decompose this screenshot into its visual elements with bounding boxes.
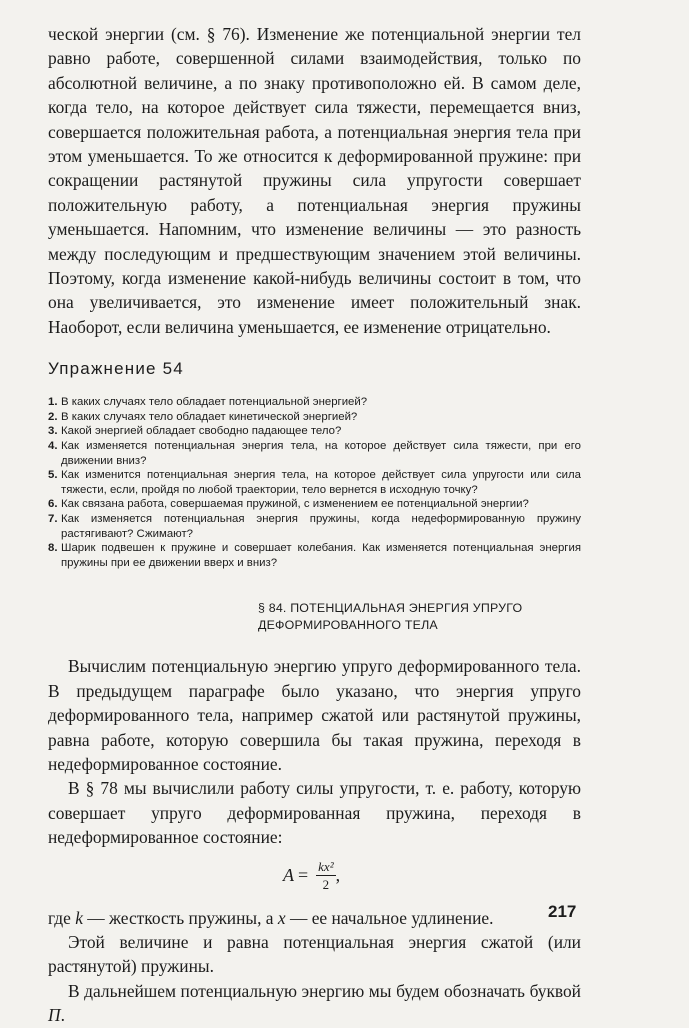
exercise-item xyxy=(48,512,581,541)
section-paragraph: Этой величине и равна потенциальная энергия сжатой (или растянутой) пружины. xyxy=(48,932,581,977)
section-title-line: § 84. ПОТЕНЦИАЛЬНАЯ ЭНЕРГИЯ УПРУГО xyxy=(258,601,523,616)
exercise-item xyxy=(48,439,581,468)
section-paragraph xyxy=(48,906,581,930)
exercise-text: Шарик подвешен к пружине и совершает колебания. Как изменяется потенциальная энергия пружины при ее движении вверх и вниз? xyxy=(61,542,581,569)
text-run: . xyxy=(60,1005,65,1026)
section-paragraph: В § 78 мы вычислили работу силы упругости, т. е. работу, которую совершает упруго деформированная пружина, переходя в недеформированное состояние: xyxy=(48,778,581,848)
formula-equals: = xyxy=(298,865,309,886)
text-run: где xyxy=(48,907,76,928)
exercise-text: Как изменяется потенциальная энергия пружины, когда недеформированную пружину растягивают? Сжимают? xyxy=(61,513,581,540)
symbol-x: x xyxy=(277,907,286,928)
symbol-k: k xyxy=(75,907,83,928)
text-run: В дальнейшем потенциальную энергию мы будем обозначать буквой xyxy=(68,980,581,1001)
exercise-item xyxy=(48,424,581,439)
exercise-text: Как изменяется потенциальная энергия тела, на которое действует сила тяжести, при его движении вниз? xyxy=(61,440,581,467)
section-title-line: ДЕФОРМИРОВАННОГО ТЕЛА xyxy=(258,618,438,633)
page-number: 217 xyxy=(548,902,577,921)
exercise-text: В каких случаях тело обладает потенциальной энергией? xyxy=(61,396,368,409)
exercise-number: 6. xyxy=(48,498,58,511)
formula-numerator: kx² xyxy=(318,858,334,874)
exercise-list xyxy=(48,395,581,570)
exercise-number: 7. xyxy=(48,513,58,526)
section-paragraph: Вычислим потенциальную энергию упруго деформированного тела. В предыдущем параграфе было указано, что энергия упруго деформированного тела, например сжатой или растянутой пружины, равна работе, которую совершила бы такая пружина, переходя в недеформированное состояние. xyxy=(48,656,581,775)
exercise-number: 8. xyxy=(48,542,58,555)
text-run: — жесткость пружины, а xyxy=(82,907,278,928)
exercise-number: 4. xyxy=(48,440,58,453)
formula-lhs: A xyxy=(283,865,294,886)
exercise-number: 1. xyxy=(48,396,58,409)
formula-denominator: 2 xyxy=(322,876,330,892)
exercise-text: Как изменится потенциальная энергия тела, на которое действует сила упругости или сила тяжести, если, пройдя по любой траектории, тело вернется в исходную точку? xyxy=(61,469,581,496)
exercise-item xyxy=(48,541,581,570)
exercise-text: В каких случаях тело обладает кинетической энергией? xyxy=(61,410,358,423)
exercise-text: Какой энергией обладает свободно падающее тело? xyxy=(61,425,342,438)
exercise-number: 5. xyxy=(48,469,58,482)
exercise-text: Как связана работа, совершаемая пружиной, с изменением ее потенциальной энергии? xyxy=(61,498,529,511)
exercise-number: 3. xyxy=(48,425,58,438)
symbol-p: П xyxy=(48,1005,61,1026)
formula-comma: , xyxy=(335,865,341,886)
exercise-item xyxy=(48,497,581,512)
exercise-item xyxy=(48,395,581,410)
page-content xyxy=(48,22,581,1028)
exercise-item xyxy=(48,410,581,425)
section-title xyxy=(258,600,581,634)
section-paragraph xyxy=(48,979,581,1028)
text-run: — ее начальное удлинение. xyxy=(285,907,494,928)
formula xyxy=(48,856,581,896)
exercise-heading: Упражнение 54 xyxy=(48,359,184,379)
formula-fraction xyxy=(316,859,335,893)
intro-paragraph: ческой энергии (см. § 76). Изменение же потенциальной энергии тел равно работе, совершенной силами взаимодействия, только по абсолютной величине, а по знаку противоположно ей. В самом деле, когда тело, на которое действует сила тяжести, перемещается вниз, совершается положительная работа, а потенциальная энергия тела при этом уменьшается. То же относится к деформированной пружине: при сокращении растянутой пружины сила упругости совершает положительную работу, а потенциальная энергия пружины уменьшается. Напомним, что изменение величины — это разность между последующим и предшествующим значением этой величины. Поэтому, когда изменение какой-нибудь величины состоит в том, что она увеличивается, это изменение имеет положительный знак. Наоборот, если величина уменьшается, ее изменение отрицательно. xyxy=(48,24,581,337)
exercise-number: 2. xyxy=(48,410,58,423)
exercise-item xyxy=(48,468,581,497)
